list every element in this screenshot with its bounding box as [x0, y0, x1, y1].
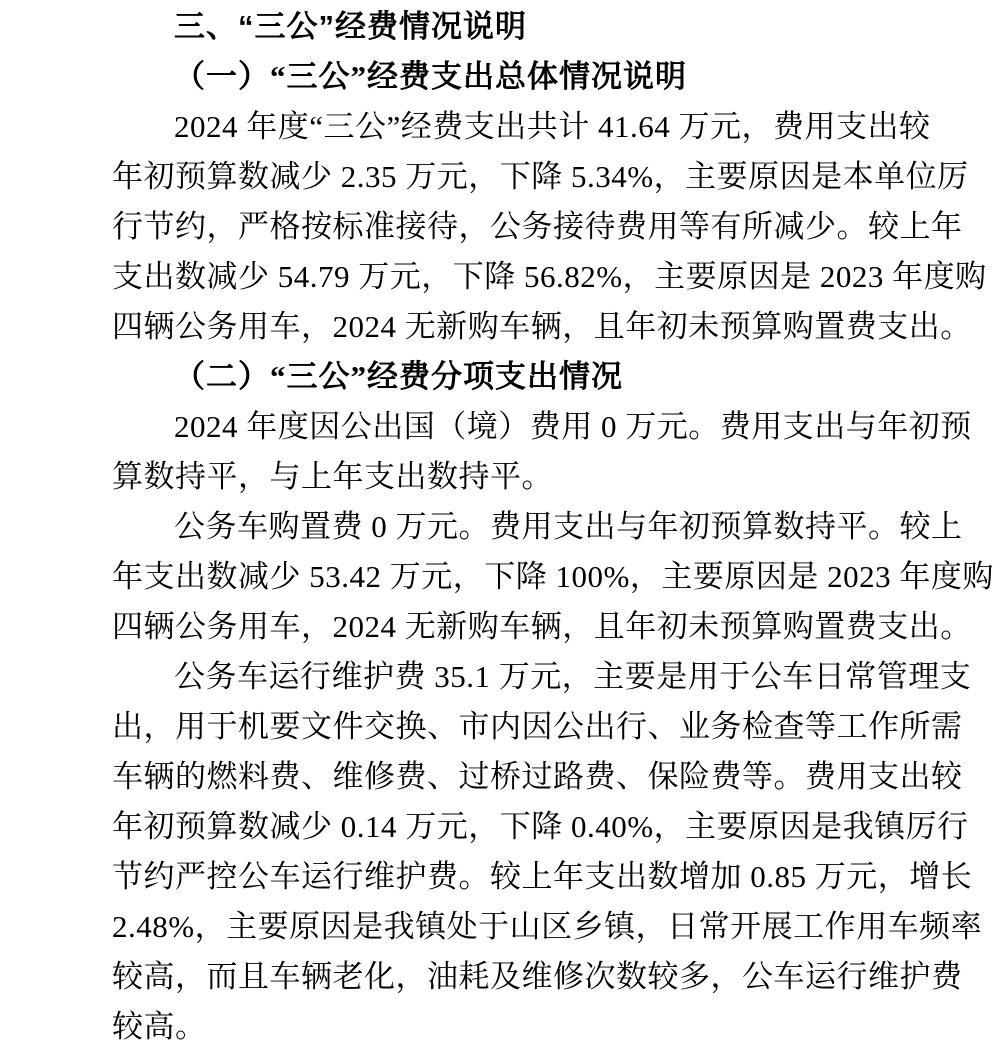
subsection-heading: （一）“三公”经费支出总体情况说明 — [174, 59, 687, 94]
text-line: 算数持平，与上年支出数持平。 — [112, 459, 553, 494]
text-line: 较高，而且车辆老化，油耗及维修次数较多，公车运行维护费 — [112, 959, 963, 994]
text-line: 年支出数减少 53.42 万元，下降 100%，主要原因是 2023 年度购 — [112, 559, 994, 594]
text-line: 2.48%，主要原因是我镇处于山区乡镇，日常开展工作用车频率 — [112, 909, 983, 944]
text-line: 四辆公务用车，2024 无新购车辆，且年初未预算购置费支出。 — [112, 609, 972, 644]
text-line: 公务车购置费 0 万元。费用支出与年初预算数持平。较上 — [174, 509, 963, 544]
text-line: 公务车运行维护费 35.1 万元，主要是用于公车日常管理支 — [174, 659, 972, 694]
text-line: 2024 年度因公出国（境）费用 0 万元。费用支出与年初预 — [174, 409, 972, 444]
text-line: 节约严控公车运行维护费。较上年支出数增加 0.85 万元，增长 — [112, 859, 973, 894]
text-line: 年初预算数减少 2.35 万元，下降 5.34%，主要原因是本单位厉 — [112, 159, 969, 194]
section-heading: 三、“三公”经费情况说明 — [174, 9, 527, 44]
text-line: 2024 年度“三公”经费支出共计 41.64 万元，费用支出较 — [174, 109, 931, 144]
text-line: 年初预算数减少 0.14 万元，下降 0.40%，主要原因是我镇厉行 — [112, 809, 969, 844]
text-line: 较高。 — [112, 1009, 207, 1044]
text-line: 四辆公务用车，2024 无新购车辆，且年初未预算购置费支出。 — [112, 309, 972, 344]
subsection-heading: （二）“三公”经费分项支出情况 — [174, 359, 623, 394]
text-line: 支出数减少 54.79 万元，下降 56.82%，主要原因是 2023 年度购 — [112, 259, 987, 294]
text-line: 出，用于机要文件交换、市内因公出行、业务检查等工作所需 — [112, 709, 963, 744]
text-line: 车辆的燃料费、维修费、过桥过路费、保险费等。费用支出较 — [112, 759, 963, 794]
document-body — [112, 2, 994, 1052]
text-line: 行节约，严格按标准接待，公务接待费用等有所减少。较上年 — [112, 209, 963, 244]
